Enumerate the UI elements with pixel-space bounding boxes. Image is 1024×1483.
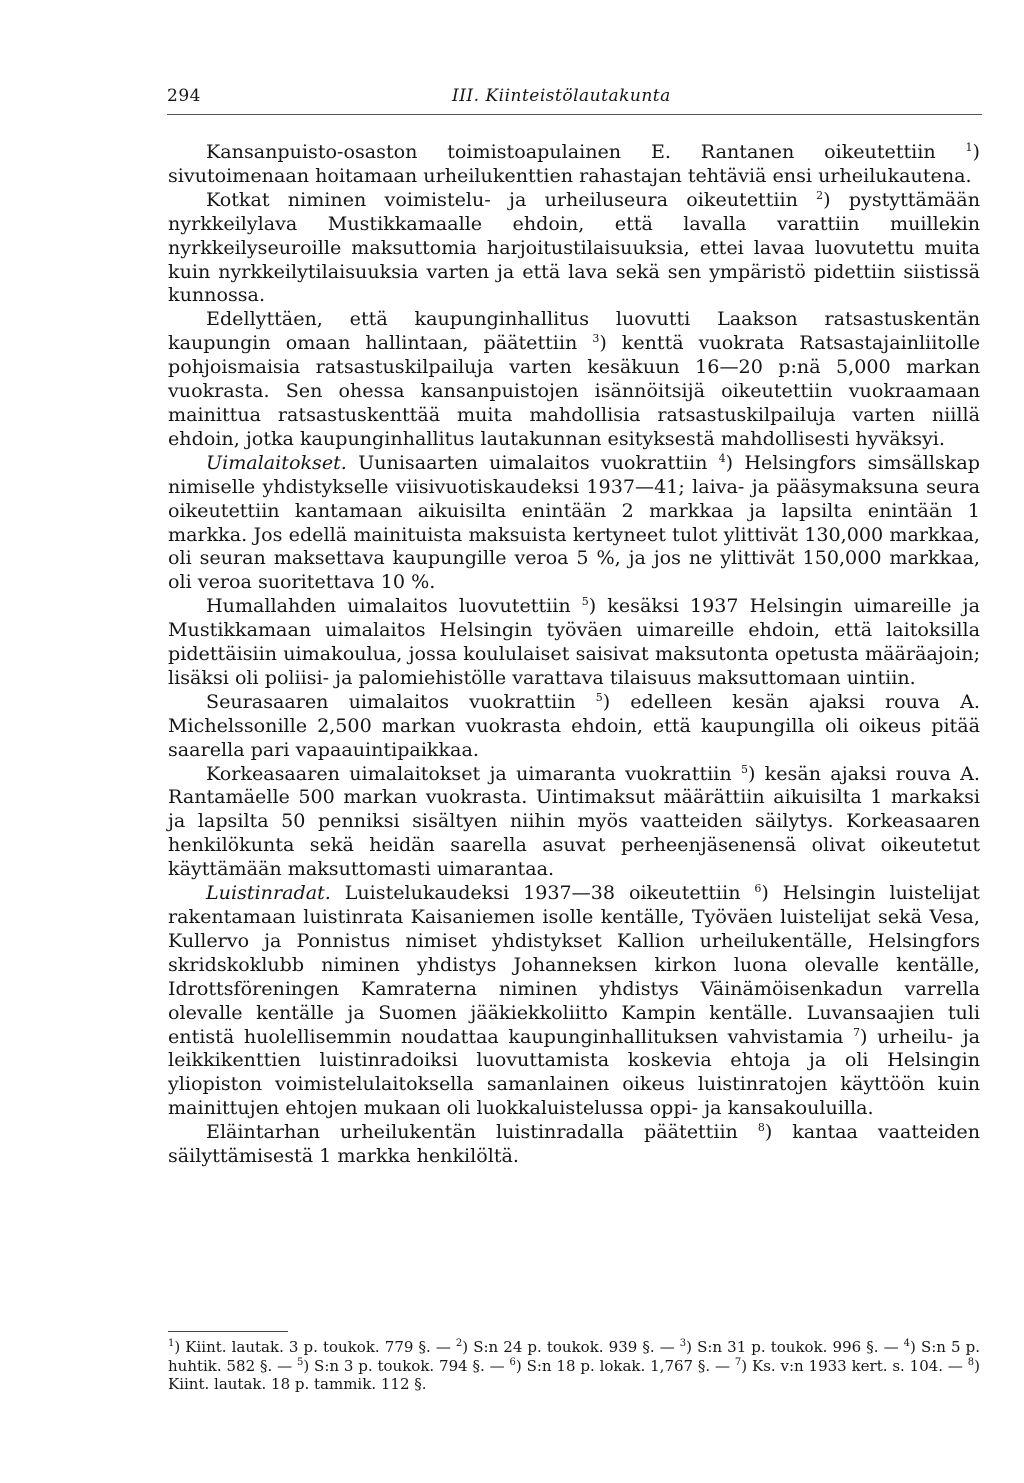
text-run: ) S:n 3 p. toukok. 794 §. —	[303, 1356, 510, 1375]
text-run: ) Helsingfors simsällskap nimiselle yhdistykselle viisivuotiskaudeksi 1937—41; laiva- ja pääsymaksuna seura oikeutettiin kantamaan aikuisilta enintään 2 markkaa ja lapsilta enintään 1 markka. Jos edellä mainituista maksuista kertyneet tulot ylittivät 130,000 markkaa, oli seuran maksettava kaupungille veroa 5 %, ja jos ne ylittivät 150,000 markkaa, oli veroa suoritettava 10 %.	[168, 450, 980, 594]
text-run: ) Helsingin luistelijat rakentamaan luistinrata Kaisaniemen isolle kentälle, Työväen luistelijat sekä Vesa, Kullervo ja Ponnistus nimiset yhdistykset Kallion urheilukentälle, Helsingfors skridskoklubb niminen yhdistys Johanneksen kirkon luona olevalle kentälle, Idrottsföreningen Kamraterna niminen yhdistys Väinämöisenkadun varrella olevalle kentälle ja Suomen jääkiekkoliitto Kampin kentälle. Luvansaajien tuli entistä huolellisemmin noudattaa kaupunginhallituksen vahvistamia	[168, 881, 980, 1048]
paragraph	[168, 451, 980, 594]
text-run: Edellyttäen, että kaupunginhallitus luovutti Laakson ratsastuskentän kaupungin omaan hallintaan, päätettiin	[168, 307, 980, 355]
footnote-rule	[168, 1331, 288, 1332]
footnote-ref: 5	[595, 690, 603, 704]
footnotes	[168, 1338, 980, 1394]
text-run: ) sivutoimenaan hoitamaan urheilukenttien rahastajan tehtäviä ensi urheilukautena.	[168, 140, 980, 187]
paragraph	[168, 690, 980, 762]
footnote-ref: 6	[754, 882, 762, 896]
page-header	[167, 86, 982, 116]
footnote-ref: 8	[757, 1121, 765, 1135]
footnote-ref: 2	[455, 1338, 463, 1349]
text-run: ) S:n 31 p. toukok. 996 §. —	[686, 1338, 904, 1356]
text-run: Humallahden uimalaitos luovutettiin	[206, 594, 582, 618]
text-run: ) S:n 5 p. huhtik. 582 §. —	[168, 1338, 981, 1375]
footnote-ref: 5	[296, 1356, 304, 1368]
text-run: Uunisaarten uimalaitos vuokrattiin	[346, 450, 719, 474]
footnote-ref: 6	[509, 1356, 516, 1368]
body-text	[168, 140, 980, 1168]
text-run: ) urheilu- ja leikkikenttien luistinradoiksi luovuttamista koskevia ehtoja ja oli Helsingin yliopiston voimistelulaitoksella samanlainen oikeus luistinratojen käyttöön kuin mainittujen ehtojen mukaan oli luokkaluistelussa oppi- ja kansakouluilla.	[168, 1024, 980, 1120]
footnote-ref: 3	[679, 1338, 687, 1349]
footnote-ref: 1	[965, 141, 973, 154]
footnote-ref: 4	[718, 451, 726, 465]
paragraph	[168, 594, 980, 690]
footnote-ref: 5	[740, 762, 748, 776]
text-run: ) Ks. v:n 1933 kert. s. 104. —	[741, 1356, 968, 1375]
footnote-ref: 2	[816, 188, 824, 202]
header-rule	[167, 114, 982, 115]
paragraph	[168, 881, 980, 1120]
paragraph	[168, 762, 980, 882]
text-run: Kansanpuisto-osaston toimistoapulainen E. Rantanen oikeutettiin	[206, 140, 966, 163]
text-run: Seurasaaren uimalaitos vuokrattiin	[206, 689, 596, 713]
section-heading: Uimalaitokset.	[206, 450, 347, 474]
text-run: ) kenttä vuokrata Ratsastajainliitolle pohjoismaisia ratsastuskilpailuja varten kesäkuun 16—20 p:nä 5,000 markan vuokrasta. Sen ohessa kansanpuistojen isännöitsijä oikeutettiin vuokraamaan mainittua ratsastuskenttää muita mahdollisia ratsastuskilpailuja varten niillä ehdoin, jotka kaupunginhallitus lautakunnan esityksestä mahdollisesti hyväksyi.	[168, 331, 981, 450]
text-run: ) Kiint. lautak. 18 p. tammik. 112 §.	[168, 1356, 980, 1394]
text-run: Eläintarhan urheilukentän luistinradalla päätettiin	[206, 1120, 758, 1144]
footnote-ref: 1	[168, 1338, 175, 1349]
footnote-ref: 7	[853, 1025, 861, 1039]
text-run: ) edelleen kesän ajaksi rouva A. Michelssonille 2,500 markan vuokrasta ehdoin, että kaupungilla oli oikeus pitää saarella pari vapaauintipaikkaa.	[168, 689, 980, 761]
paragraph	[168, 140, 980, 188]
text-run: ) S:n 24 p. toukok. 939 §. —	[462, 1338, 680, 1356]
footnote-ref: 8	[967, 1356, 975, 1368]
text-run: ) kesän ajaksi rouva A. Rantamäelle 500 markan vuokrasta. Uintimaksut määrättiin aikuisilta 1 markaksi ja lapsilta 50 penniksi sisältyen niihin myös vaatteiden säilytys. Korkeasaaren henkilökunta sekä heidän saarella asuvat perheenjäsenensä olivat oikeutetut käyttämään maksuttomasti uimarantaa.	[168, 761, 980, 881]
text-run: ) Kiint. lautak. 3 p. toukok. 779 §. —	[174, 1338, 456, 1356]
footnote-ref: 4	[903, 1338, 911, 1349]
text-run: ) pystyttämään nyrkkeilylava Mustikkamaalle ehdoin, että lavalla varattiin muillekin nyrkkeilyseuroille maksuttomia harjoitustilaisuuksia, ettei lavaa luovutettu muita kuin nyrkkeilytilaisuuksia varten ja että lava sekä sen ympäristö pidettiin siistissä kunnossa.	[168, 187, 980, 307]
footnote-ref: 7	[734, 1356, 742, 1368]
text-run: ) kantaa vaatteiden säilyttämisestä 1 markka henkilöltä.	[168, 1120, 980, 1168]
text-run: Luistelukaudeksi 1937—38 oikeutettiin	[330, 881, 755, 905]
paragraph	[168, 1120, 980, 1168]
paragraph	[168, 307, 980, 450]
text-run: Korkeasaaren uimalaitokset ja uimaranta vuokrattiin	[206, 761, 741, 785]
running-title: III. Kiinteistölautakunta	[452, 86, 671, 106]
footnote-ref: 3	[592, 332, 600, 346]
footnote-ref: 5	[581, 595, 589, 609]
page-number: 294	[167, 86, 201, 106]
text-run: ) kesäksi 1937 Helsingin uimareille ja Mustikkamaan uimalaitos Helsingin työväen uimareille ehdoin, että laitoksilla pidettäisiin uimakoulua, jossa koululaiset saisivat maksutonta opetusta määräajoin; lisäksi oli poliisi- ja palomiehistölle varattava tilaisuus maksuttomaan uintiin.	[168, 594, 980, 689]
paragraph	[168, 188, 980, 308]
text-run: Kotkat niminen voimistelu- ja urheiluseura oikeutettiin	[206, 187, 817, 211]
text-run: ) S:n 18 p. lokak. 1,767 §. —	[515, 1356, 735, 1375]
section-heading: Luistinradat.	[206, 881, 331, 905]
